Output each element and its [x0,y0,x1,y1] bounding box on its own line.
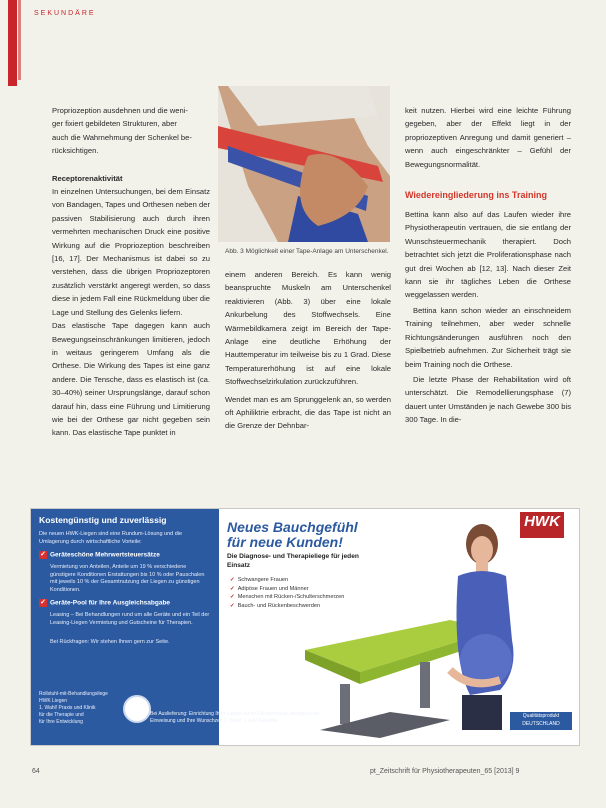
check-icon: ✓ [230,602,235,609]
ad-item-1-title [39,551,160,559]
col3-paragraph-3: Bettina kann schon wieder an einschneidem Training teilnehmen, aber weder schnelle Richtungsänderungen ausführen noch den Spielbetrieb aufnehmen. Zur Sicherheit trägt sie beim Training noch die Orthese. [405,305,571,369]
ad-left-title: Kostengünstig und zuverlässig [39,515,167,525]
column-1 [52,104,210,440]
made-in-badge: Qualitätsprodukt DEUTSCHLAND [510,712,572,730]
column-3 [405,104,571,427]
figure-caption: Abb. 3 Möglichkeit einer Tape-Anlage am Unterschenkel. [225,248,389,255]
edge-red-bar [8,0,17,86]
ad-feature [230,576,344,585]
heading-training: Wiedereingliederung ins Training [405,190,547,201]
col3-paragraph-2: Bettina kann also auf das Laufen wieder ihre Physiotherapeutin vertrauen, die sie entlang der Wunschsteuermechanik therapiert. Doch betrachtet sich jetzt die Proliferationsphase nach gut drei Wochen ab [12, 13]. Nach dieser Zeit kann sie ihr tägliches Leben die Orthese weggelassen werden. [405,210,571,300]
ad-bottom-mid: Bei Auslieferung: Einrichtung Ihrer Liegen durch Fachpersonal, fachgerechte Einweisung und Ihre Wunschzeit 1. Wahl! 1 Jahr Garantie. [150,711,320,724]
pregnant-woman-image-icon [440,520,520,730]
ad-left-intro: Die neuen HWK-Liegen sind eine Rundum-Lösung und die Umlagerung durch wirtschaftliche Vorteile: [39,531,183,545]
col1-paragraph-1: Propriozeption ausdehnen und die weni- ger fixiert gebildeten Strukturen, aber auch die Wahrnehmung der Schenkel be- rücksichtigen. [52,106,192,156]
ad-item-3-text: Bei Rückfragen: Wir stehen Ihnen gern zur Seite. [50,639,170,645]
ad-item-1-text: Vermietung von Anteilen, Anteile um 19 % verschiedene günstigere Konditionen Erstattungen bis 10 % oder Pauschalen mit jeweils 10 % der Gesamtnutzung der Liegen zu günstigen Konditionen. [50,564,205,593]
column-2 [225,268,391,433]
heading-receptor: Receptorenaktivität [52,173,123,183]
check-icon: ✓ [230,585,235,592]
ad-item-1-label: Geräteschöne Mehrwertsteuersätze [50,551,160,559]
badge-icon [123,695,151,723]
check-icon: ✓ [230,594,235,601]
tape-photo [218,86,390,242]
ad-feature-label: Schwangere Frauen [237,577,289,583]
brand-sub: ORTHOPÄDIE [530,535,554,539]
col2-paragraph-1: einem anderen Bereich. Es kann wenig beanspruchte Muskeln am Unterschenkel reaktivieren (Abb. 3) über eine lokale Ankurbelung des Stoffwechsels. Eine Wärmebildkamera zeigt im Bereich der Tape-Anlage eine deutliche Erhöhung der Hauttemperatur im teilweise bis zu 1 Grad. Diese Temperaturerhöhung ist auf eine lokale Stoffwechselzirkulation zurückzuführen. [225,270,391,387]
ad-left-panel [31,509,219,745]
ad-item-2-text: Leasing – Bei Behandlungen rund um alle Geräte und ein Teil der Leasing-Liegen Vermietung und Gutscheine für Therapien. [50,612,210,626]
tape-illustration-icon [218,86,390,242]
check-icon: ✓ [40,551,46,558]
col3-paragraph-4: Die letzte Phase der Rehabilitation wird oft unterschätzt. Die Remodellierungsphase (7) dauert unter Umständen je nach Gewebe 300 bis 300 Tage. In die- [405,374,571,425]
col3-paragraph-1: keit nutzen. Hierbei wird eine leichte Führung gegeben, aber der Effekt liegt in der propriozeptiven Anregung und damit generiert – wenn auch eingeschränkter – Gefühl der Bewegungsnormalität. [405,106,571,169]
ad-feature-label: Bauch- und Rückenbeschwerden [237,602,321,609]
col1-paragraph-3: Das elastische Tape dagegen kann auch Bewegungseinschränkungen limitieren, jedoch in weitaus geringerem Umfang als die Orthese. Die Wirkung des Tapes ist eine ganz andere. Die Tensche, dass es elastisch ist (ca. 30–40%) seiner Ursprungslänge, darauf schon darauf hin, dass eine Führung und Limitierung wie bei der Orthese gar nicht gegeben sein kann. Das elastische Tape punktet in [52,321,210,438]
ad-subheadline: Die Diagnose- und Therapieliege für jeden Einsatz [227,553,359,569]
ad-feature [230,585,344,594]
ad-bottom-left: Rollstuhl-mit-Behandlungsliege HWK Liegen 1. Wahl! Praxis und Klinik für die Therapie und für Ihre Entwicklung [39,691,108,725]
page-number: 64 [32,768,40,775]
check-icon: ✓ [40,599,46,606]
ad-headline: Neues Bauchgefühl für neue Kunden! [227,519,358,550]
journal-footer: pt_Zeitschrift für Physiotherapeuten_65 [2013] 9 [370,768,520,775]
brand-logo: HWK [520,512,564,538]
ad-feature-label: Menschen mit Rücken-/Schulterschmerzen [237,594,345,601]
section-label: SEKUNDÄRE [34,10,96,17]
col2-paragraph-2: Wendet man es am Sprunggelenk an, so werden oft Aphiliktrie erbracht, die das Tape ist nicht an die Grenze der Dehnbar- [225,394,391,431]
ad-item-2-title [39,599,170,607]
ad-item-2-label: Geräte-Pool für Ihre Ausgleichsabgabe [50,599,171,607]
ad-feature-label: Adipöse Frauen und Männer [237,585,309,592]
edge-red-bar-thin [18,0,21,80]
check-icon: ✓ [230,577,235,583]
col1-paragraph-2: In einzelnen Untersuchungen, bei dem Einsatz von Bandagen, Tapes und Orthesen neben der passiven Stabilisierung auch durch ihren vermehrten mechanischen Druck eine positive Wirkung auf die Propriozeption beschreiben [16, 17]. Der Mechanismus ist dabei so zu verstehen, dass die übrigen Propriozeptoren zusätzlich verstärkt angeregt werden, so dass diese in jedem Fall eine Rückmeldung über die Lage und Stellung des Gelenks liefern. [52,187,210,317]
